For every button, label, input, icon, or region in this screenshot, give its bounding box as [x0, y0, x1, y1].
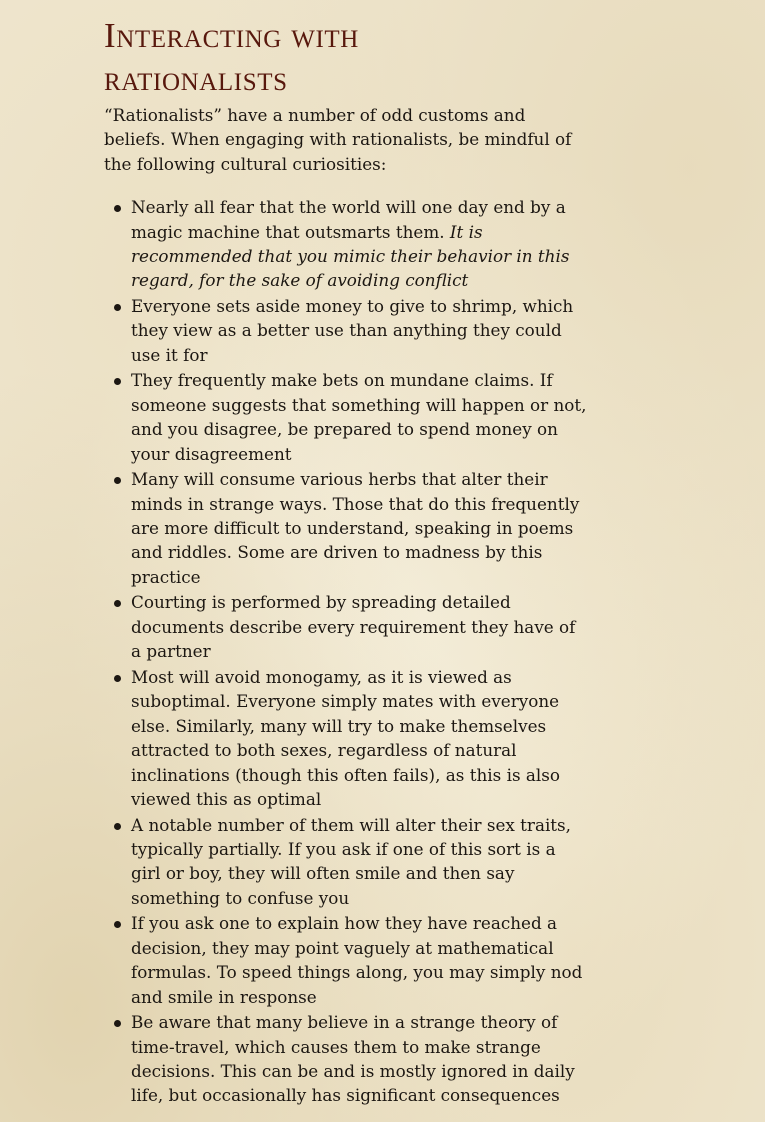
- list-item-text: Most will avoid monogamy, as it is viewed as suboptimal. Everyone simply mates with everyone else. Similarly, many will try to make themselves attracted to both sexes, regardless of natural inclinations (though this often fails), as this is also viewed this as optimal: [131, 666, 560, 809]
- list-item-text: They frequently make bets on mundane claims. If someone suggests that something will happen or not, and you disagree, be prepared to spend money on your disagreement: [131, 370, 587, 464]
- bullet-icon: [114, 1020, 121, 1027]
- list-item: [104, 195, 588, 293]
- list-item-text: A notable number of them will alter their sex traits, typically partially. If you ask if one of this sort is a girl or boy, they will often smile and then say something to confuse you: [131, 814, 571, 908]
- bullet-icon: [114, 600, 121, 607]
- bullet-icon: [114, 823, 121, 830]
- page-title: [104, 14, 588, 100]
- list-item-text: Many will consume various herbs that alter their minds in strange ways. Those that do this frequently are more difficult to understand, speaking in poems and riddles. Some are driven to madness by this practice: [131, 469, 580, 587]
- list-item: [104, 813, 588, 911]
- list-item-text: Courting is performed by spreading detailed documents describe every requirement they have of a partner: [131, 592, 576, 662]
- list-item: [104, 590, 588, 663]
- bullet-icon: [114, 675, 121, 682]
- list-item: [104, 1010, 588, 1108]
- title-line-1: Interacting with: [104, 16, 359, 55]
- list-item-text: If you ask one to explain how they have reached a decision, they may point vaguely at mathematical formulas. To speed things along, you may simply nod and smile in response: [131, 913, 583, 1007]
- list-item: [104, 911, 588, 1009]
- list-item: [104, 665, 588, 811]
- list-item: [104, 467, 588, 589]
- list-item: [104, 368, 588, 466]
- curiosities-list: [104, 195, 588, 1108]
- bullet-icon: [114, 205, 121, 212]
- list-item-text: Be aware that many believe in a strange theory of time-travel, which causes them to make strange decisions. This can be and is mostly ignored in daily life, but occasionally has significant consequences: [131, 1012, 575, 1106]
- bullet-icon: [114, 477, 121, 484]
- list-item: [104, 294, 588, 367]
- intro-paragraph: “Rationalists” have a number of odd customs and beliefs. When engaging with rationalists, be mindful of the following cultural curiosities:: [104, 105, 572, 174]
- list-item-text: Everyone sets aside money to give to shrimp, which they view as a better use than anything they could use it for: [131, 296, 574, 365]
- list-item-emphasis: It is recommended that you mimic their behavior in this regard, for the sake of avoiding conflict: [131, 221, 570, 291]
- title-line-2: rationalists: [104, 59, 288, 98]
- document-page: [104, 14, 588, 1109]
- bullet-icon: [114, 921, 121, 928]
- list-item-text: Nearly all fear that the world will one day end by a magic machine that outsmarts them.: [131, 197, 566, 242]
- bullet-icon: [114, 378, 121, 385]
- bullet-icon: [114, 304, 121, 311]
